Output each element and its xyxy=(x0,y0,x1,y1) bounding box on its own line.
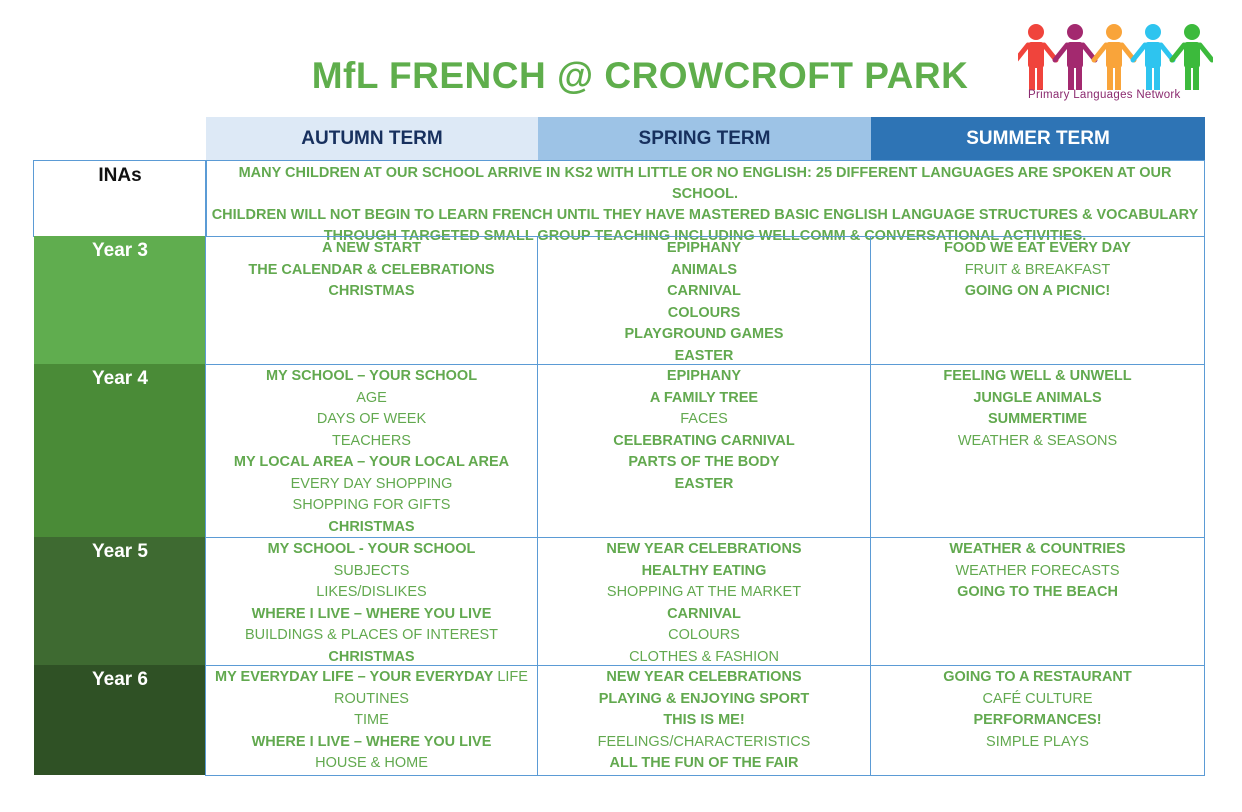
topic-text: ROUTINES xyxy=(334,690,409,707)
topic-item xyxy=(538,539,870,561)
topic-cell xyxy=(537,537,871,666)
topic-item xyxy=(871,409,1204,431)
topic-text: EASTER xyxy=(674,347,734,364)
topic-item xyxy=(538,561,870,583)
topic-cell xyxy=(205,364,538,538)
inas-line: CHILDREN WILL NOT BEGIN TO LEARN FRENCH UNTIL THEY HAVE MASTERED BASIC ENGLISH LANGUAGE STRUCTURES & VOCABULARY xyxy=(211,207,1199,223)
topic-item xyxy=(871,431,1204,453)
topic-item xyxy=(206,366,537,388)
topic-text: FRUIT & BREAKFAST xyxy=(964,261,1111,278)
topic-text: FACES xyxy=(680,411,728,427)
topic-item xyxy=(538,260,870,282)
topic-text: EASTER xyxy=(674,475,734,492)
topic-text: HEALTHY EATING xyxy=(641,562,767,579)
topic-text: SUBJECTS xyxy=(333,562,410,579)
topic-text: GOING TO THE BEACH xyxy=(957,584,1118,600)
topic-text-suffix: LIFE xyxy=(493,669,528,685)
topic-text: FEELINGS/CHARACTERISTICS xyxy=(597,733,811,750)
topic-text: MY EVERYDAY LIFE – YOUR EVERYDAY xyxy=(215,669,494,685)
topic-text: CARNIVAL xyxy=(667,283,741,299)
logo-figure xyxy=(1133,24,1173,90)
topic-item xyxy=(206,238,537,260)
topic-cell xyxy=(205,537,538,666)
topic-text: FOOD WE EAT EVERY DAY xyxy=(944,240,1131,256)
topic-text: BUILDINGS & PLACES OF INTEREST xyxy=(245,627,498,643)
topic-cell xyxy=(870,537,1205,666)
topic-cell xyxy=(870,364,1205,538)
topic-item xyxy=(206,625,537,647)
header-summer-term: SUMMER TERM xyxy=(871,117,1205,160)
topic-cell xyxy=(205,665,538,776)
logo-figure xyxy=(1018,24,1056,90)
topic-item xyxy=(871,689,1204,711)
topic-text: DAYS OF WEEK xyxy=(316,411,427,427)
topic-item xyxy=(206,604,537,626)
topic-item xyxy=(538,732,870,754)
topic-text: HOUSE & HOME xyxy=(315,755,428,771)
topic-item xyxy=(206,732,537,754)
topic-item xyxy=(538,582,870,604)
topic-text: MY SCHOOL - YOUR SCHOOL xyxy=(267,541,476,557)
topic-text: NEW YEAR CELEBRATIONS xyxy=(606,669,802,685)
topic-text: PERFORMANCES! xyxy=(973,712,1102,728)
topic-item xyxy=(206,710,537,732)
topic-item xyxy=(538,710,870,732)
topic-item xyxy=(538,667,870,689)
topic-text: MY SCHOOL – YOUR SCHOOL xyxy=(265,368,478,384)
topic-item xyxy=(871,281,1204,303)
topic-text: SUMMERTIME xyxy=(987,411,1088,427)
year-label: Year 5 xyxy=(34,537,206,665)
topic-text: COLOURS xyxy=(667,304,741,321)
topic-text: CELEBRATING CARNIVAL xyxy=(613,432,795,449)
topic-item xyxy=(538,409,870,431)
topic-item xyxy=(206,539,537,561)
topic-item xyxy=(538,604,870,626)
topic-cell xyxy=(537,665,871,776)
topic-item xyxy=(871,667,1204,689)
topic-text: ALL THE FUN OF THE FAIR xyxy=(609,755,799,771)
topic-item xyxy=(206,667,537,689)
topic-item xyxy=(538,431,870,453)
topic-item xyxy=(871,238,1204,260)
topic-item xyxy=(206,517,537,539)
topic-cell xyxy=(537,364,871,538)
topic-text: TEACHERS xyxy=(332,432,411,449)
logo-figure xyxy=(1172,24,1212,90)
topic-text: CHRISTMAS xyxy=(328,283,415,299)
topic-cell xyxy=(870,236,1205,365)
topic-text: SIMPLE PLAYS xyxy=(986,733,1089,750)
topic-text: LIKES/DISLIKES xyxy=(316,584,427,600)
topic-text: JUNGLE ANIMALS xyxy=(973,389,1102,406)
inas-description xyxy=(205,160,1205,244)
topic-item xyxy=(206,582,537,604)
topic-text: NEW YEAR CELEBRATIONS xyxy=(606,541,802,557)
topic-text: SHOPPING FOR GIFTS xyxy=(292,497,451,513)
topic-item xyxy=(538,238,870,260)
topic-text: WHERE I LIVE – WHERE YOU LIVE xyxy=(251,605,492,622)
topic-text: WHERE I LIVE – WHERE YOU LIVE xyxy=(251,733,492,750)
logo-figure xyxy=(1094,24,1134,90)
header-autumn-term: AUTUMN TERM xyxy=(206,117,538,160)
topic-text: GOING TO A RESTAURANT xyxy=(943,669,1132,685)
topic-text: A FAMILY TREE xyxy=(649,389,759,406)
header-spring-term: SPRING TERM xyxy=(538,117,871,160)
inas-line: MANY CHILDREN AT OUR SCHOOL ARRIVE IN KS2 WITH LITTLE OR NO ENGLISH: 25 DIFFERENT LANGUAGES ARE SPOKEN AT OUR SCHOOL. xyxy=(238,165,1172,202)
topic-item xyxy=(538,281,870,303)
topic-item xyxy=(538,388,870,410)
year-label: Year 6 xyxy=(34,665,206,775)
topic-item xyxy=(538,753,870,775)
logo-figure xyxy=(1055,24,1095,90)
topic-item xyxy=(871,582,1204,604)
topic-item xyxy=(871,388,1204,410)
topic-item xyxy=(871,732,1204,754)
topic-item xyxy=(206,431,537,453)
topic-text: EPIPHANY xyxy=(666,368,742,384)
topic-text: CAFÉ CULTURE xyxy=(982,690,1093,707)
topic-text: ANIMALS xyxy=(670,261,738,278)
topic-cell xyxy=(537,236,871,365)
topic-text: PARTS OF THE BODY xyxy=(628,454,780,470)
topic-text: CARNIVAL xyxy=(667,605,741,622)
topic-item xyxy=(871,260,1204,282)
topic-item xyxy=(206,689,537,711)
inas-line: THROUGH TARGETED SMALL GROUP TEACHING INCLUDING WELLCOMM & CONVERSATIONAL ACTIVITIES. xyxy=(323,228,1087,244)
inas-label: INAs xyxy=(33,160,207,237)
topic-item xyxy=(538,303,870,325)
topic-item xyxy=(206,474,537,496)
topic-text: AGE xyxy=(356,389,387,406)
topic-text: A NEW START xyxy=(321,240,422,256)
topic-item xyxy=(206,388,537,410)
topic-item xyxy=(206,561,537,583)
topic-item xyxy=(538,324,870,346)
topic-text: THE CALENDAR & CELEBRATIONS xyxy=(248,261,495,278)
topic-text: CLOTHES & FASHION xyxy=(629,648,779,665)
topic-item xyxy=(206,260,537,282)
topic-text: WEATHER & COUNTRIES xyxy=(949,541,1126,557)
topic-text: THIS IS ME! xyxy=(663,712,745,728)
topic-text: MY LOCAL AREA – YOUR LOCAL AREA xyxy=(233,454,510,470)
topic-cell xyxy=(205,236,538,365)
topic-item xyxy=(538,366,870,388)
topic-item xyxy=(206,409,537,431)
topic-text: PLAYGROUND GAMES xyxy=(624,326,784,342)
topic-text: PLAYING & ENJOYING SPORT xyxy=(598,690,810,707)
topic-item xyxy=(206,495,537,517)
topic-text: CHRISTMAS xyxy=(328,648,415,665)
year-label: Year 4 xyxy=(34,364,206,537)
page-title: MfL FRENCH @ CROWCROFT PARK xyxy=(311,55,969,96)
topic-item xyxy=(206,281,537,303)
topic-text: TIME xyxy=(354,712,389,728)
topic-item xyxy=(538,474,870,496)
topic-item xyxy=(871,710,1204,732)
topic-text: GOING ON A PICNIC! xyxy=(964,283,1111,299)
topic-text: COLOURS xyxy=(668,627,740,643)
topic-text: EVERY DAY SHOPPING xyxy=(290,475,453,492)
year-label: Year 3 xyxy=(34,236,206,364)
topic-item xyxy=(871,539,1204,561)
topic-text: FEELING WELL & UNWELL xyxy=(943,368,1132,384)
topic-item xyxy=(538,689,870,711)
logo-text: Primary Languages Network xyxy=(1028,89,1181,101)
topic-item xyxy=(206,452,537,474)
topic-item xyxy=(871,561,1204,583)
topic-cell xyxy=(870,665,1205,776)
topic-item xyxy=(538,625,870,647)
topic-text: EPIPHANY xyxy=(666,240,742,256)
topic-text: SHOPPING AT THE MARKET xyxy=(606,584,802,600)
topic-text: WEATHER FORECASTS xyxy=(955,562,1120,579)
topic-item xyxy=(206,753,537,775)
topic-item xyxy=(538,452,870,474)
topic-text: CHRISTMAS xyxy=(328,518,415,535)
topic-item xyxy=(871,366,1204,388)
topic-text: WEATHER & SEASONS xyxy=(957,432,1118,449)
